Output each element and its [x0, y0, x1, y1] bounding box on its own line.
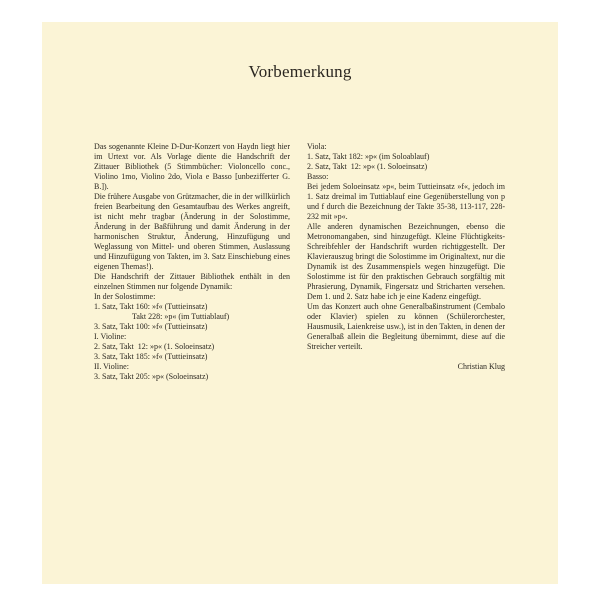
dynamics-line: II. Violine:: [94, 362, 129, 371]
dynamics-line: 3. Satz, Takt 100: »f« (Tuttieinsatz): [94, 322, 208, 331]
dynamics-line: 1. Satz, Takt 182: »p« (im Soloablauf): [307, 152, 430, 161]
continuo-paragraph: Um das Konzert auch ohne Generalbaßinstrument (Cembalo oder Klavier) spielen zu können (Schülerorchester, Hausmusik, Laienkreise usw.), ist in den Takten, in denen der Generalbaß allein die Begleitung übernimmt, diese auf die Streicher verteilt.: [307, 302, 505, 351]
page-title: Vorbemerkung: [248, 62, 352, 81]
dynamics-line: 3. Satz, Takt 205: »p« (Soloeinsatz): [94, 372, 209, 381]
document-page: [42, 22, 558, 584]
earlier-edition-paragraph: Die frühere Ausgabe von Grützmacher, die in der willkürlich freien Bearbeitung den Gesamtaufbau des Werkes angreift, ist nicht mehr tragbar (Änderung in der Solostimme, Änderung in der Baßführung und damit Änderung in der harmonischen Struktur, Änderung, Hinzufügung und Weglassung von Mittel- und oberen Stimmen, Auslassung und Hinzufügung von Takten, im 3. Satz Einschiebung eines eigenen Themas!).: [94, 192, 290, 271]
dynamics-intro-paragraph: Die Handschrift der Zittauer Bibliothek enthält in den einzelnen Stimmen nur folgende Dynamik:: [94, 272, 290, 291]
author-signature: Christian Klug: [457, 362, 505, 371]
basso-paragraph: Bei jedem Soloeinsatz »p«, beim Tuttieinsatz »f«, jedoch im 1. Satz dreimal im Tuttiablauf eine Gegenüberstellung von p und f durch die Bezeichnung der Takte 35-38, 113-117, 228-232 mit »p«.: [307, 182, 505, 221]
right-column: [307, 142, 505, 372]
dynamics-line: Basso:: [307, 172, 329, 181]
dynamics-line: 1. Satz, Takt 160: »f« (Tuttieinsatz): [94, 302, 208, 311]
dynamics-line: 2. Satz, Takt 12: »p« (1. Soloeinsatz): [94, 342, 215, 351]
editorial-paragraph: Alle anderen dynamischen Bezeichnungen, ebenso die Metronomangaben, sind hinzugefügt. Kleine Flüchtigkeits-Schreibfehler der Handschrift wurden richtiggestellt. Der Klavierauszug bringt die Solostimme im Originaltext, nur die Dynamik ist des Zusammenspiels wegen hinzugefügt. Die Solostimme ist für den praktischen Gebrauch sorgfältig mit Phrasierung, Dynamik, Fingersatz und Stricharten versehen. Dem 1. und 2. Satz habe ich je eine Kadenz eingefügt.: [307, 222, 505, 301]
dynamics-line: I. Violine:: [94, 332, 127, 341]
dynamics-line: Viola:: [307, 142, 327, 151]
dynamics-line: In der Solostimme:: [94, 292, 156, 301]
intro-paragraph: Das sogenannte Kleine D-Dur-Konzert von Haydn liegt hier im Urtext vor. Als Vorlage diente die Handschrift der Zittauer Bibliothek (5 Stimmbücher: Violoncello conc., Violino 1mo, Violino 2do, Viola e Basso [unbezifferter G. B.]).: [94, 142, 290, 191]
dynamics-line: Takt 228: »p« (im Tuttiablauf): [132, 312, 230, 321]
left-column: [94, 142, 290, 382]
dynamics-line: 2. Satz, Takt 12: »p« (1. Soloeinsatz): [307, 162, 428, 171]
dynamics-line: 3. Satz, Takt 185: »f« (Tuttieinsatz): [94, 352, 208, 361]
